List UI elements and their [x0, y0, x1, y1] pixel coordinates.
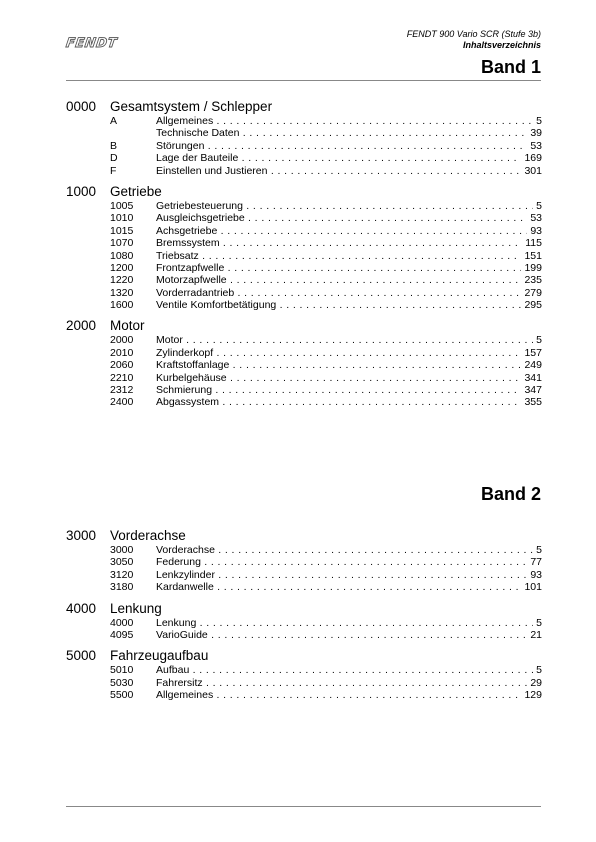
entry-page: 169	[524, 152, 542, 165]
entry-title	[156, 299, 521, 311]
footer-rule	[66, 806, 541, 807]
entry-code: 3120	[110, 568, 134, 581]
toc-entry[interactable]	[66, 689, 542, 701]
entry-page: 93	[530, 224, 542, 237]
entry-page: 347	[524, 384, 542, 397]
entry-title	[156, 274, 521, 286]
entry-code: 2010	[110, 346, 134, 359]
entry-page: 77	[530, 556, 542, 569]
band-1-toc	[66, 98, 542, 415]
entry-title	[156, 347, 521, 359]
entry-page: 115	[525, 237, 542, 250]
entry-page: 129	[524, 689, 542, 702]
toc-section	[66, 527, 542, 594]
toc-entry[interactable]	[66, 396, 542, 408]
entry-code: 3180	[110, 581, 134, 594]
entry-code	[66, 127, 156, 139]
entry-title-text: Motor	[156, 334, 183, 347]
entry-title-text: Frontzapfwelle	[156, 261, 225, 274]
toc-entry[interactable]	[66, 372, 542, 384]
toc-entry[interactable]	[66, 299, 542, 311]
toc-entry[interactable]	[66, 544, 542, 556]
entry-code: 5010	[110, 664, 134, 677]
entry-title-text: Kraftstoffanlage	[156, 359, 230, 372]
entry-title-text: Allgemeines	[156, 115, 214, 127]
entry-title	[156, 287, 521, 299]
entry-page: 5	[536, 115, 542, 127]
entry-title-text: Kurbelgehäuse	[156, 371, 227, 384]
entry-page: 301	[524, 164, 542, 177]
entry-title	[156, 152, 521, 164]
entry-page: 5	[536, 616, 542, 629]
section-heading	[66, 647, 542, 664]
entry-title	[156, 556, 527, 568]
entry-title-text: VarioGuide	[156, 628, 208, 641]
entry-code: 1320	[110, 286, 134, 299]
entry-title-text: Technische Daten	[156, 127, 240, 140]
section-heading	[66, 183, 542, 200]
entry-title-text: Störungen	[156, 139, 205, 152]
toc-entry[interactable]	[66, 237, 542, 249]
entry-title	[156, 581, 521, 593]
entry-title-text: Fahrersitz	[156, 676, 203, 689]
entry-title-text: Aufbau	[156, 664, 190, 677]
band-2-toc	[66, 527, 542, 708]
entry-code: F	[110, 164, 117, 177]
toc-entry[interactable]	[66, 115, 542, 127]
entry-code: 1070	[110, 237, 134, 250]
entry-title	[156, 664, 533, 676]
entry-title-text: Lenkzylinder	[156, 568, 215, 581]
entry-page: 5	[536, 544, 542, 556]
entry-title	[156, 262, 521, 274]
toc-entry[interactable]	[66, 629, 542, 641]
entry-code: 1015	[110, 224, 134, 237]
toc-entry[interactable]	[66, 127, 542, 139]
section-heading	[66, 317, 542, 334]
entry-page: 29	[530, 676, 542, 689]
entry-title-text: Federung	[156, 556, 201, 569]
section-number: 3000	[66, 528, 97, 543]
entry-code: 2210	[110, 371, 134, 384]
toc-entry[interactable]	[66, 569, 542, 581]
entry-title-text: Lage der Bauteile	[156, 152, 239, 165]
entry-code: B	[110, 139, 118, 152]
toc-entry[interactable]	[66, 274, 542, 286]
entry-title	[156, 569, 527, 581]
entry-page: 53	[530, 212, 542, 225]
entry-code: 1005	[110, 199, 134, 212]
entry-title-text: Zylinderkopf	[156, 346, 214, 359]
toc-entry[interactable]	[66, 384, 542, 396]
entry-title-text: Bremssystem	[156, 237, 220, 250]
toc-entry[interactable]	[66, 140, 542, 152]
entry-code: 2000	[110, 334, 134, 347]
entry-title-text: Achsgetriebe	[156, 224, 218, 237]
entry-code: 3000	[110, 544, 134, 556]
toc-entry[interactable]	[66, 556, 542, 568]
toc-section	[66, 98, 542, 177]
header-doc-title: Inhaltsverzeichnis	[462, 40, 541, 50]
entry-title	[156, 617, 533, 629]
toc-entry[interactable]	[66, 152, 542, 164]
entry-title	[156, 544, 533, 556]
section-title: Gesamtsystem / Schlepper	[110, 99, 273, 114]
entry-page: 341	[524, 371, 542, 384]
toc-entry[interactable]	[66, 334, 542, 346]
section-title: Motor	[110, 318, 145, 334]
toc-entry[interactable]	[66, 200, 542, 212]
entry-code: 4000	[110, 616, 134, 629]
entry-title	[156, 689, 521, 701]
entry-code: D	[110, 152, 118, 165]
entry-title-text: Ventile Komfortbetätigung	[156, 299, 277, 312]
header-model: FENDT 900 Vario SCR (Stufe 3b)	[406, 29, 541, 39]
entry-code: 2312	[110, 384, 134, 397]
toc-entry[interactable]	[66, 250, 542, 262]
entry-page: 5	[536, 199, 542, 212]
entry-code: 1080	[110, 249, 134, 262]
toc-section	[66, 647, 542, 701]
entry-title	[156, 396, 521, 408]
section-number: 1000	[66, 183, 97, 199]
entry-page: 5	[536, 664, 542, 677]
entry-title-text: Getriebesteuerung	[156, 199, 243, 212]
entry-title-text: Kardanwelle	[156, 581, 214, 594]
section-number: 5000	[66, 648, 97, 664]
toc-entry[interactable]	[66, 347, 542, 359]
entry-title	[156, 140, 527, 152]
entry-title-text: Lenkung	[156, 616, 197, 629]
entry-page: 295	[524, 299, 542, 312]
band-1-title: Band 1	[480, 57, 541, 77]
entry-title	[156, 212, 527, 224]
entry-title	[156, 250, 521, 262]
section-number: 2000	[66, 318, 97, 334]
entry-title-text: Ausgleichsgetriebe	[156, 212, 245, 225]
band-2-title: Band 2	[480, 484, 541, 504]
entry-title	[156, 629, 527, 641]
entry-page: 93	[530, 568, 542, 581]
entry-title	[156, 372, 521, 384]
entry-title	[156, 237, 522, 249]
entry-code: 2400	[110, 396, 134, 409]
entry-code: 4095	[110, 628, 134, 641]
section-title: Lenkung	[110, 600, 162, 616]
entry-title	[156, 200, 533, 212]
entry-title	[156, 225, 527, 237]
entry-code: 5030	[110, 676, 134, 689]
header-rule	[66, 80, 541, 81]
entry-page: 5	[536, 334, 542, 347]
toc-entry[interactable]	[66, 262, 542, 274]
entry-code: 2060	[110, 359, 134, 372]
entry-page: 355	[524, 396, 542, 409]
entry-page: 235	[524, 274, 542, 287]
entry-title-text: Vorderradantrieb	[156, 286, 235, 299]
entry-title	[156, 359, 521, 371]
entry-title-text: Triebsatz	[156, 249, 199, 262]
entry-title-text: Schmierung	[156, 384, 213, 397]
entry-code: 1200	[110, 261, 134, 274]
entry-title-text: Abgassystem	[156, 396, 220, 409]
toc-entry[interactable]	[66, 677, 542, 689]
toc-entry[interactable]	[66, 212, 542, 224]
toc-entry[interactable]	[66, 664, 542, 676]
toc-entry[interactable]	[66, 359, 542, 371]
section-title: Fahrzeugaufbau	[110, 648, 209, 664]
toc-entry[interactable]	[66, 581, 542, 593]
entry-title	[156, 334, 533, 346]
entry-title	[156, 384, 521, 396]
toc-section	[66, 600, 542, 642]
entry-title	[156, 127, 527, 139]
section-title: Vorderachse	[110, 528, 186, 543]
entry-title	[156, 165, 521, 177]
entry-code: 5500	[110, 689, 134, 702]
section-title: Getriebe	[110, 183, 162, 199]
entry-page: 101	[524, 581, 542, 594]
fendt-logo: FENDT	[64, 36, 118, 51]
entry-page: 279	[524, 286, 542, 299]
entry-code: 1010	[110, 212, 134, 225]
entry-page: 249	[524, 359, 542, 372]
entry-page: 39	[530, 127, 542, 140]
toc-entry[interactable]	[66, 165, 542, 177]
entry-code: 1600	[110, 299, 134, 312]
section-heading	[66, 98, 542, 115]
entry-title	[156, 677, 527, 689]
toc-entry[interactable]	[66, 287, 542, 299]
entry-title-text: Einstellen und Justieren	[156, 164, 268, 177]
toc-entry[interactable]	[66, 225, 542, 237]
toc-entry[interactable]	[66, 617, 542, 629]
entry-code: A	[110, 115, 118, 127]
entry-title-text: Motorzapfwelle	[156, 274, 227, 287]
entry-page: 151	[524, 249, 542, 262]
section-heading	[66, 527, 542, 544]
entry-page: 53	[530, 139, 542, 152]
entry-page: 21	[530, 628, 542, 641]
section-heading	[66, 600, 542, 617]
entry-title-text: Allgemeines	[156, 689, 214, 702]
toc-section	[66, 317, 542, 408]
entry-code: 3050	[110, 556, 134, 569]
toc-section	[66, 183, 542, 312]
section-number: 0000	[66, 99, 97, 114]
section-number: 4000	[66, 600, 97, 616]
entry-title	[156, 115, 533, 127]
entry-page: 157	[524, 346, 542, 359]
entry-code: 1220	[110, 274, 134, 287]
entry-page: 199	[524, 261, 542, 274]
entry-title-text: Vorderachse	[156, 544, 215, 556]
